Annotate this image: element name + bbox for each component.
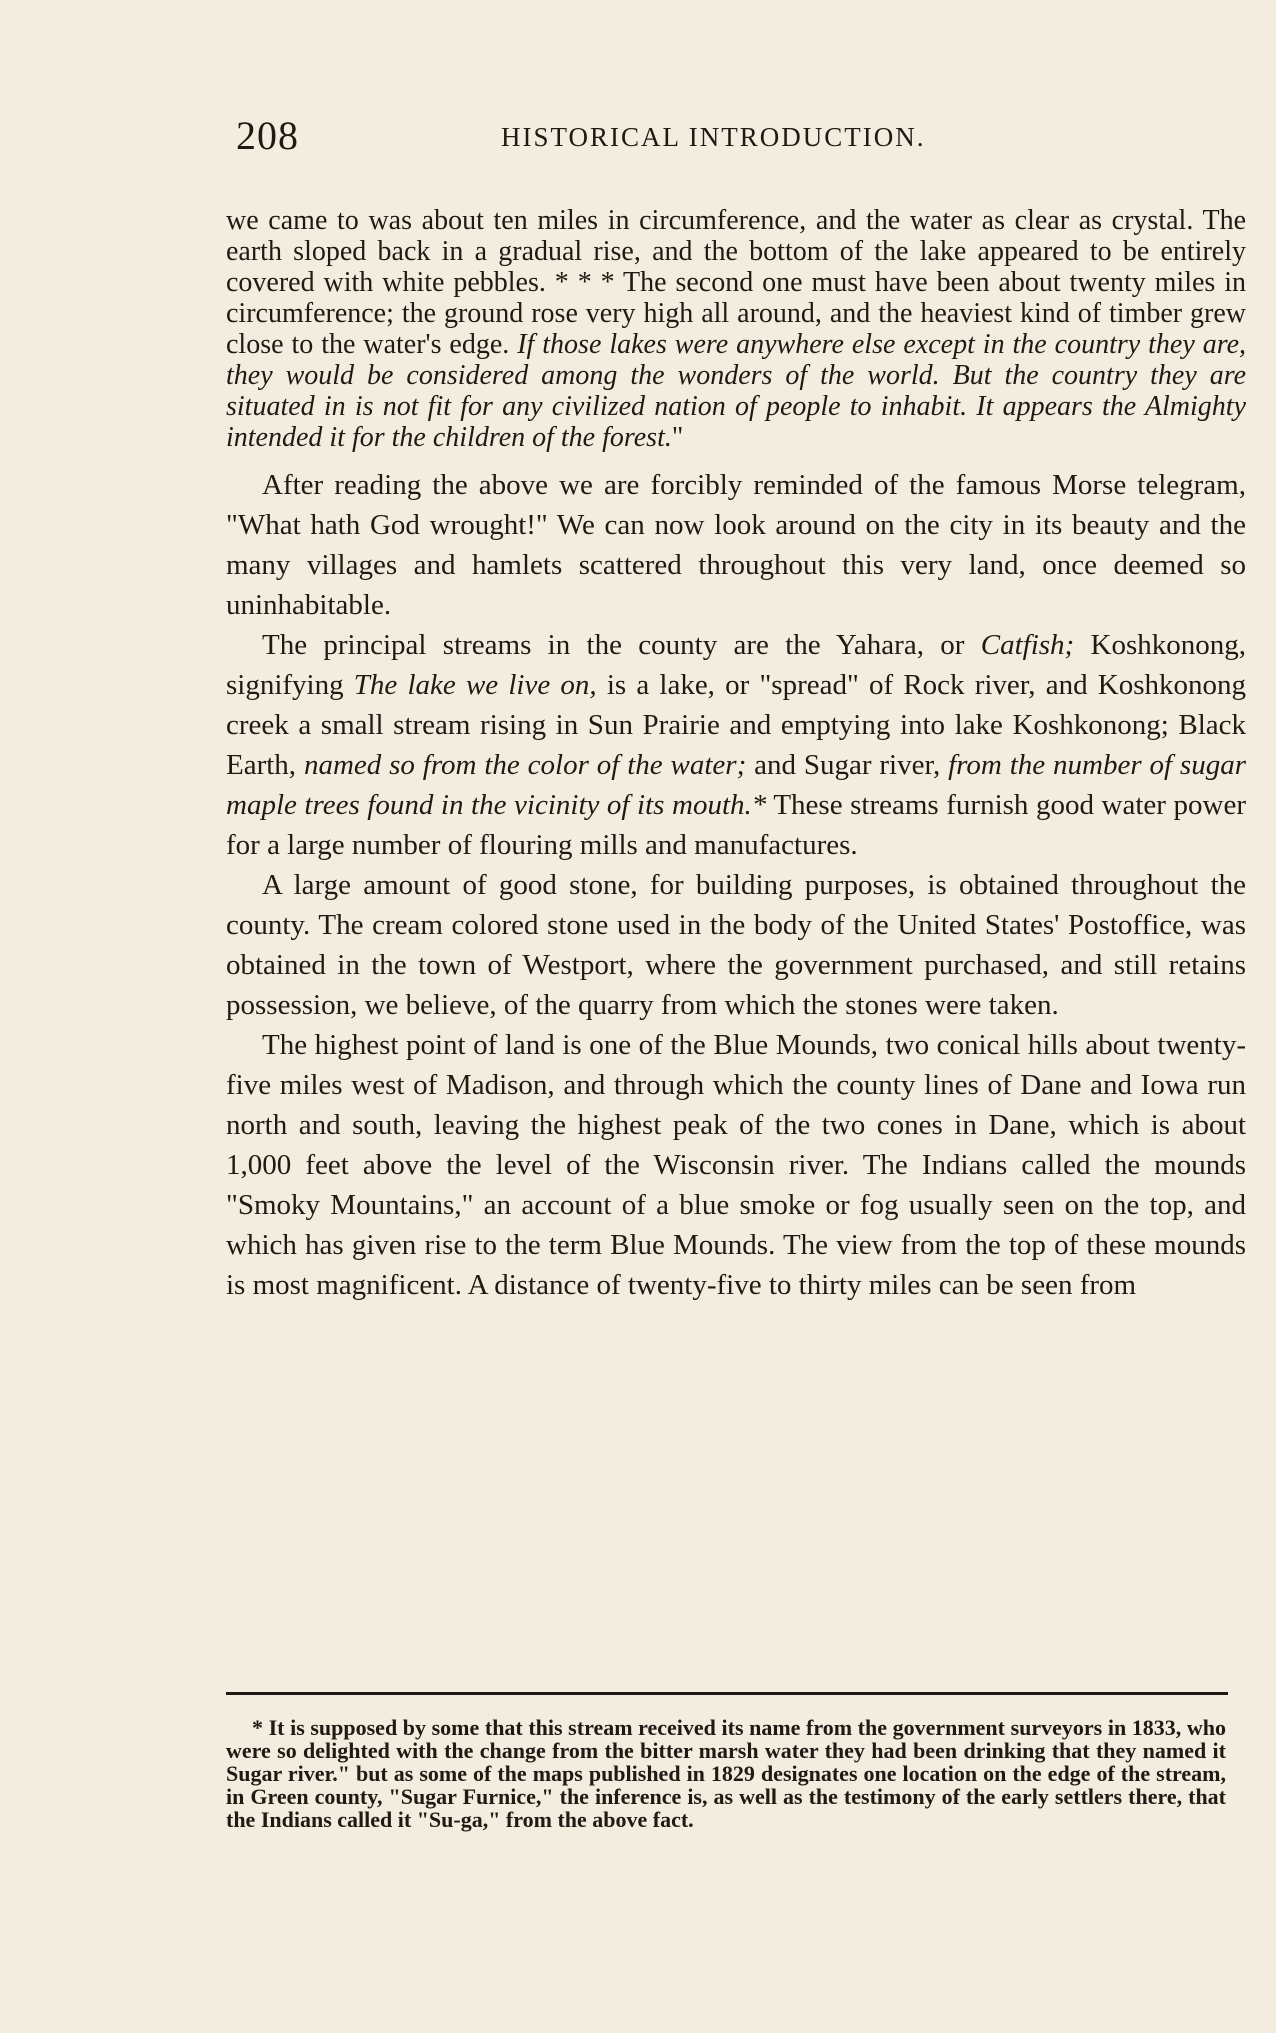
paragraph-blue-mounds: The highest point of land is one of the Blue Mounds, two conical hills about twenty-five miles west of Madison, and through which the county lines of Dane and Iowa run north and south, leaving the highest peak of the two cones in Dane, which is about 1,000 feet above the level of the Wisconsin river. The Indians called the mounds "Smoky Mountains," an account of a blue smoke or fog usually seen on the top, and which has given rise to the term Blue Mounds. The view from the top of these mounds is most magnificent. A distance of twenty-five to thirty miles can be seen from: [226, 1029, 1246, 1301]
paragraph-stone: A large amount of good stone, for building purposes, is obtained throughout the county. The cream colored stone used in the body of the United States' Postoffice, was obtained in the town of Westport, where the government purchased, and still retains possession, we believe, of the quarry from which the stones were taken.: [226, 869, 1246, 1021]
text-run: These streams furnish good water power for a large number of flouring mills and manufactures.: [226, 789, 1246, 861]
text-run: ": [671, 422, 684, 453]
text-run: is a lake, or "spread" of Rock river, and Koshkonong creek a small stream rising in Sun Prairie and emptying into lake Koshkonong; Black Earth,: [226, 669, 1246, 781]
italic-run: from the number of sugar maple trees found in the vicinity of its mouth.*: [226, 749, 1246, 821]
footnote-text: * It is supposed by some that this stream received its name from the government surveyors in 1833, who were so delighted with the change from the bitter marsh water they had been drinking that they named it Sugar river." but as some of the maps published in 1829 designates one location on the edge of the stream, in Green county, "Sugar Furnice," the inference is, as well as the testimony of the early settlers there, that the Indians called it "Su-ga," from the above fact.: [226, 1715, 1226, 1832]
italic-run: named so from the color of the water;: [303, 749, 747, 781]
page-number: 208: [236, 113, 299, 158]
text-run: and Sugar river,: [746, 749, 949, 781]
paragraph-morse: After reading the above we are forcibly reminded of the famous Morse telegram, "What hath God wrought!" We can now look around on the city in its beauty and the many villages and hamlets scattered throughout this very land, once deemed so uninhabitable.: [226, 469, 1246, 621]
page-header: [236, 112, 1016, 162]
body-text: [226, 205, 1246, 1305]
text-run: The principal streams in the county are the Yahara, or: [262, 629, 981, 661]
text-run: Koshkonong, signifying: [226, 629, 1246, 701]
paragraph-streams: [226, 625, 1246, 865]
italic-run: Catfish;: [980, 629, 1075, 661]
footnote: [226, 1716, 1226, 1831]
text-run: we came to was about ten miles in circumference, and the water as clear as crystal. The earth sloped back in a gradual rise, and the bottom of the lake appeared to be entirely covered with white pebbles. * * * The second one must have been about twenty miles in circumference; the ground rose very high all around, and the heaviest kind of timber grew close to the water's edge.: [226, 205, 1246, 360]
footnote-rule: [226, 1692, 1228, 1695]
paragraph-quote-continuation: [226, 205, 1246, 453]
running-head: HISTORICAL INTRODUCTION.: [501, 122, 926, 152]
italic-run: If those lakes were anywhere else except in the country they are, they would be considered among the wonders of the world. But the country they are situated in is not fit for any civilized nation of people to inhabit. It appears the Almighty intended it for the children of the forest.: [226, 329, 1246, 453]
italic-run: The lake we live on,: [353, 669, 597, 701]
